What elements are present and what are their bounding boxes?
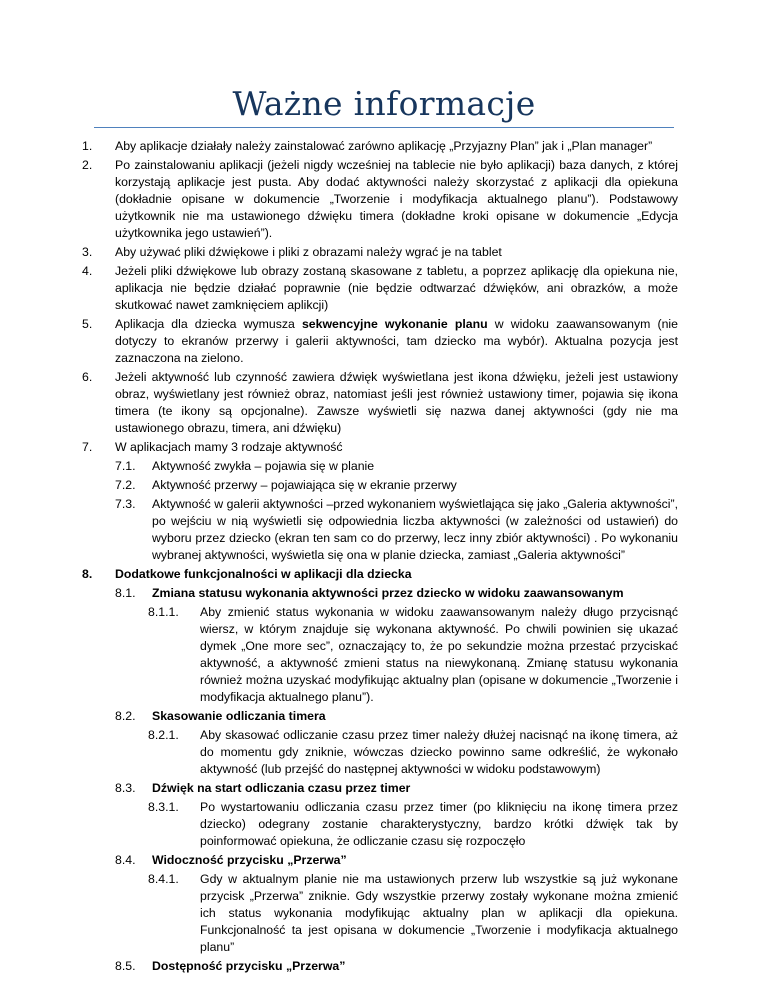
list-item: [0, 316, 768, 367]
list-number: 8.4.: [115, 853, 136, 867]
list-number: 8.2.: [115, 709, 136, 723]
list-item: [0, 477, 768, 494]
subsection-heading: Zmiana statusu wykonania aktywności przez dziecko w widoku zaawansowanym: [152, 586, 624, 600]
list-text: Aby aplikacje działały należy zainstalować zarówno aplikację „Przyjazny Plan” jak i „Plan manager”: [115, 139, 653, 153]
list-number: 7.: [82, 440, 93, 454]
list-item: [0, 244, 768, 261]
list-item: [0, 566, 768, 583]
list-item: [0, 708, 768, 725]
list-text: Aktywność zwykła – pojawia się w planie: [152, 459, 375, 473]
list-item: [0, 496, 768, 564]
section-heading: Dodatkowe funkcjonalności w aplikacji dla dziecka: [115, 567, 412, 581]
list-item: [0, 958, 768, 975]
list-text: Aby używać pliki dźwiękowe i pliki z obrazami należy wgrać je na tablet: [115, 245, 502, 259]
list-item: [0, 439, 768, 456]
list-number: 8.: [82, 567, 93, 581]
list-item: [0, 727, 768, 778]
list-text: Aby zmienić status wykonania w widoku zaawansowanym należy długo przycisnąć wiersz, w którym znajduje się wykonana aktywność. Po chwili powinien się ukazać dymek „One more sec”, oznaczający to, że po sekundzie można przestać przyciskać aktywność, a aktywność zmieni status na niewykonaną. Zmianę statusu wykonania również można uzyskać modyfikując aktualny plan (opisane w dokumencie „Tworzenie i modyfikacja aktualnego planu”).: [200, 605, 678, 704]
list-number: 5.: [82, 317, 93, 331]
subsection-heading: Widoczność przycisku „Przerwa”: [152, 853, 347, 867]
list-number: 8.2.1.: [148, 728, 179, 742]
list-text: Aktywność przerwy – pojawiająca się w ekranie przerwy: [152, 478, 457, 492]
list-text: Aby skasować odliczanie czasu przez timer należy dłużej nacisnąć na ikonę timera, aż do momentu gdy zniknie, wówczas dziecko powinno same odkreślić, że wykonało aktywność (lub przejść do następnej aktywności w widoku podstawowym): [200, 728, 678, 776]
list-number: 8.1.: [115, 586, 136, 600]
list-number: 7.3.: [115, 497, 136, 511]
list-number: 8.4.1.: [148, 872, 179, 886]
list-item: [0, 138, 768, 155]
list-text: Aktywność w galerii aktywności –przed wykonaniem wyświetlająca się jako „Galeria aktywności”, po wejściu w nią wyświetli się odpowiednia liczba aktywności (w zależności od ustawień) do wyboru przez dziecko (ekran ten sam co do przerwy, lecz inny zbiór aktywności) . Po wykonaniu wybranej aktywności, wyświetla się ona w planie dziecka, zamiast „Galeria aktywności”: [152, 497, 678, 562]
subsection-heading: Dostępność przycisku „Przerwa”: [152, 959, 346, 973]
list-item: [0, 852, 768, 869]
title-underline: [94, 127, 674, 128]
list-text: [115, 316, 678, 367]
list-item: [0, 157, 768, 242]
subsection-heading: Dźwięk na start odliczania czasu przez timer: [152, 781, 411, 795]
bold-phrase: sekwencyjne wykonanie planu: [301, 317, 488, 331]
text-segment: w widoku zaawansowanym (nie dotyczy to ekranów przerwy i galerii aktywności, tam dziecko ma wybór). Aktualna pozycja jest zaznaczona na zielono.: [115, 317, 679, 365]
list-item: [0, 263, 768, 314]
list-text: Po zainstalowaniu aplikacji (jeżeli nigdy wcześniej na tablecie nie było aplikacji) baza danych, z której korzystają aplikacje jest pusta. Aby dodać aktywności należy skorzystać z aplikacji dla opiekuna (dokładnie opisane w dokumencie „Tworzenie i modyfikacja aktualnego planu”). Podstawowy użytkownik nie ma ustawionego dźwięku timera (dokładne kroki opisane w dokumencie „Edycja użytkownika jego ustawień”).: [115, 158, 678, 240]
list-text: W aplikacjach mamy 3 rodzaje aktywność: [115, 440, 343, 454]
list-number: 4.: [82, 264, 93, 278]
list-item: [0, 585, 768, 602]
list-item: [0, 871, 768, 956]
list-item: [0, 799, 768, 850]
document-body: [0, 138, 768, 977]
list-number: 7.2.: [115, 478, 136, 492]
list-number: 8.1.1.: [148, 605, 179, 619]
list-number: 1.: [82, 139, 93, 153]
list-text: Po wystartowaniu odliczania czasu przez timer (po kliknięciu na ikonę timera przez dziecko) odegrany zostanie charakterystyczny, bardzo krótki dźwięk tak by poinformować opiekuna, że odliczanie czasu się rozpoczęło: [200, 800, 678, 848]
list-number: 7.1.: [115, 459, 136, 473]
list-number: 2.: [82, 158, 93, 172]
list-item: [0, 604, 768, 706]
list-number: 3.: [82, 245, 93, 259]
list-item: [0, 369, 768, 437]
list-text: Jeżeli aktywność lub czynność zawiera dźwięk wyświetlana jest ikona dźwięku, jeżeli jest ustawiony obraz, wyświetlany jest również obraz, natomiast jeśli jest również ustawiony timer, pojawia się ikona timera (te ikony są opcjonalne). Zawsze wyświetli się nazwa danej aktywności (gdy nie ma ustawionego obrazu, timera, ani dźwięku): [115, 370, 678, 435]
subsection-heading: Skasowanie odliczania timera: [152, 709, 326, 723]
page-title: Ważne informacje: [232, 84, 536, 123]
list-number: 8.3.1.: [148, 800, 179, 814]
list-number: 8.3.: [115, 781, 136, 795]
list-item: [0, 458, 768, 475]
list-number: 6.: [82, 370, 93, 384]
list-text: Gdy w aktualnym planie nie ma ustawionych przerw lub wszystkie są już wykonane przycisk „Przerwa” zniknie. Gdy wszystkie przerwy zostały wykonane można zmienić ich status wykonania modyfikując aktualny plan w aplikacji dla opiekuna. Funkcjonalność ta jest opisana w dokumencie „Tworzenie i modyfikacja aktualnego planu”: [200, 872, 678, 954]
text-segment: Aplikacja dla dziecka wymusza: [115, 317, 302, 331]
list-item: [0, 780, 768, 797]
list-text: Jeżeli pliki dźwiękowe lub obrazy zostaną skasowane z tabletu, a poprzez aplikację dla opiekuna nie, aplikacja nie będzie działać poprawnie (nie będzie odtwarzać dźwięków, ani obrazków, a może skutkować nawet zamknięciem aplikcji): [115, 264, 678, 312]
list-number: 8.5.: [115, 959, 136, 973]
